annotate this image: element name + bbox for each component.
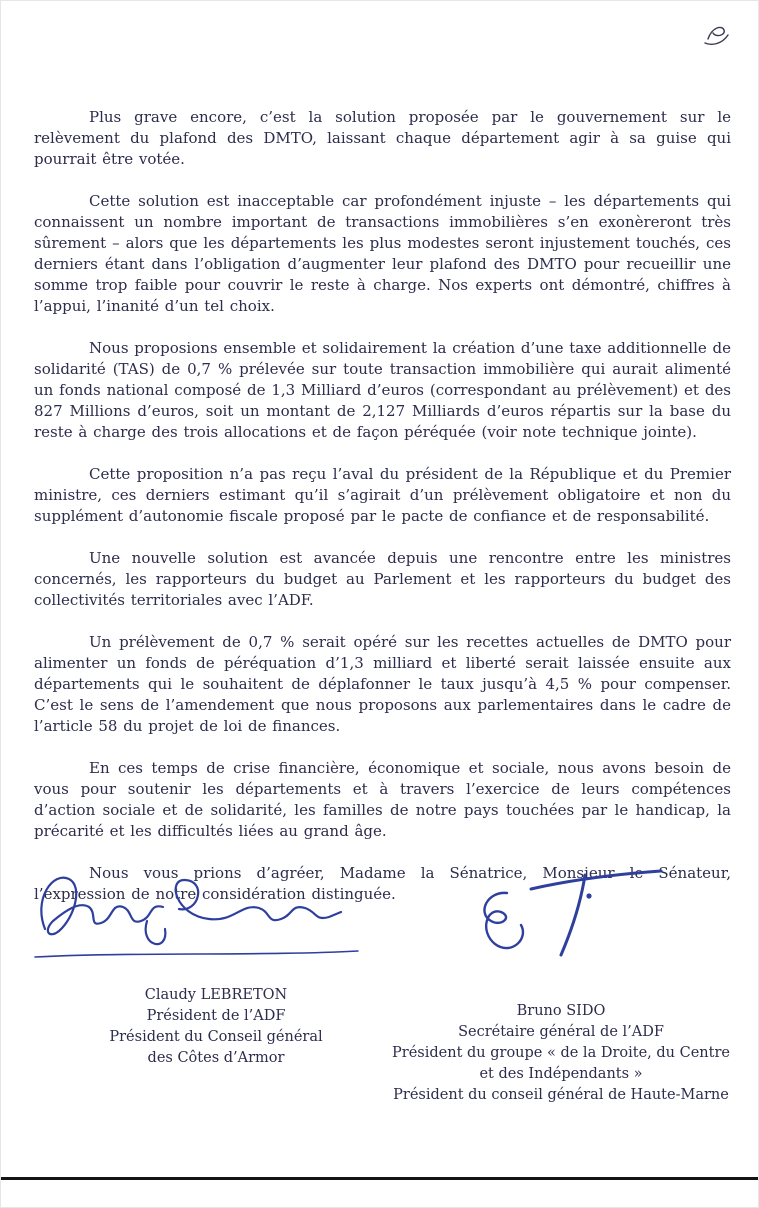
sido-signature-vertical-stroke bbox=[561, 875, 585, 955]
lebreton-signature-stroke bbox=[146, 921, 166, 944]
signatory-name: Bruno SIDO bbox=[516, 1003, 606, 1019]
lebreton-signature-underline bbox=[35, 951, 358, 957]
lebreton-signature-stroke bbox=[41, 878, 163, 935]
letter-paragraph-6: Un prélèvement de 0,7 % serait opéré sur les recettes actuelles de DMTO pour alimenter un fonds de péréquation d’1,3 milliard et liberté serait laissée ensuite aux départements qui le souhaitent de déplafonner le taux jusqu’à 4,5 % pour compenser. C’est le sens de l’amendement que nous proposons aux parlementaires dans le cadre de l’article 58 du projet de loi de finances. bbox=[34, 633, 731, 735]
letter-paragraph-4: Cette proposition n’a pas reçu l’aval du président de la République et du Premier ministre, ces derniers estimant qu’il s’agirait d’un prélèvement obligatoire et non du supplément d’autonomie fiscale proposé par le pacte de confiance et de responsabilité. bbox=[34, 465, 731, 525]
lebreton-signature-image bbox=[29, 857, 364, 967]
page-bottom-rule bbox=[1, 1177, 759, 1180]
signatory-block-left bbox=[86, 985, 346, 1069]
letter-paragraph-8: Nous vous prions d’agréer, Madame la Sénatrice, Monsieur le Sénateur, l’expression de notre considération distinguée. bbox=[34, 864, 731, 903]
handwritten-initials-mark bbox=[702, 19, 732, 47]
letter-paragraph-1: Plus grave encore, c’est la solution proposée par le gouvernement sur le relèvement du plafond des DMTO, laissant chaque département agir à sa guise qui pourrait être votée. bbox=[34, 108, 731, 168]
letter-paragraph-2: Cette solution est inacceptable car profondément injuste – les départements qui connaissent un nombre important de transactions immobilières s’en exonèreront très sûrement – alors que les départements les plus modestes seront injustement touchés, ces derniers étant dans l’obligation d’augmenter leur plafond des DMTO pour recueillir une somme trop faible pour couvrir le reste à charge. Nos experts ont démontré, chiffres à l’appui, l’inanité d’un tel choix. bbox=[34, 192, 731, 315]
signatory-title: des Côtes d’Armor bbox=[147, 1050, 285, 1066]
sido-signature-b-stroke bbox=[484, 893, 522, 948]
signatory-title: Président de l’ADF bbox=[146, 1008, 286, 1024]
signatory-title: Secrétaire général de l’ADF bbox=[458, 1024, 664, 1040]
letter-body bbox=[34, 107, 731, 926]
signatory-block-right bbox=[369, 1001, 753, 1106]
signatory-title: Président du groupe « de la Droite, du Centre bbox=[392, 1045, 730, 1061]
sido-signature-topbar-stroke bbox=[531, 871, 661, 889]
signatory-title: et des Indépendants » bbox=[479, 1066, 643, 1082]
handwritten-initials-stroke bbox=[705, 27, 728, 44]
signatory-title: Président du conseil général de Haute-Marne bbox=[393, 1087, 729, 1103]
lebreton-signature-stroke bbox=[176, 880, 341, 920]
letter-paragraph-7: En ces temps de crise financière, économique et sociale, nous avons besoin de vous pour soutenir les départements et à travers l’exercice de leurs compétences d’action sociale et de solidarité, les familles de notre pays touchées par le handicap, la précarité et les difficultés liées au grand âge. bbox=[34, 759, 731, 840]
sido-signature-dot bbox=[586, 893, 591, 898]
signatory-title: Président du Conseil général bbox=[109, 1029, 323, 1045]
letter-paragraph-3: Nous proposions ensemble et solidairement la création d’une taxe additionnelle de solidarité (TAS) de 0,7 % prélevée sur toute transaction immobilière qui aurait alimenté un fonds national composé de 1,3 Milliard d’euros (correspondant au prélèvement) et des 827 Millions d’euros, soit un montant de 2,127 Milliards d’euros répartis sur la base du reste à charge des trois allocations et de façon péréquée (voir note technique jointe). bbox=[34, 339, 732, 441]
letter-paragraph-5: Une nouvelle solution est avancée depuis une rencontre entre les ministres concernés, les rapporteurs du budget au Parlement et les rapporteurs du budget des collectivités territoriales avec l’ADF. bbox=[34, 549, 731, 609]
signatory-name: Claudy LEBRETON bbox=[144, 987, 288, 1003]
sido-signature-image bbox=[467, 865, 667, 965]
